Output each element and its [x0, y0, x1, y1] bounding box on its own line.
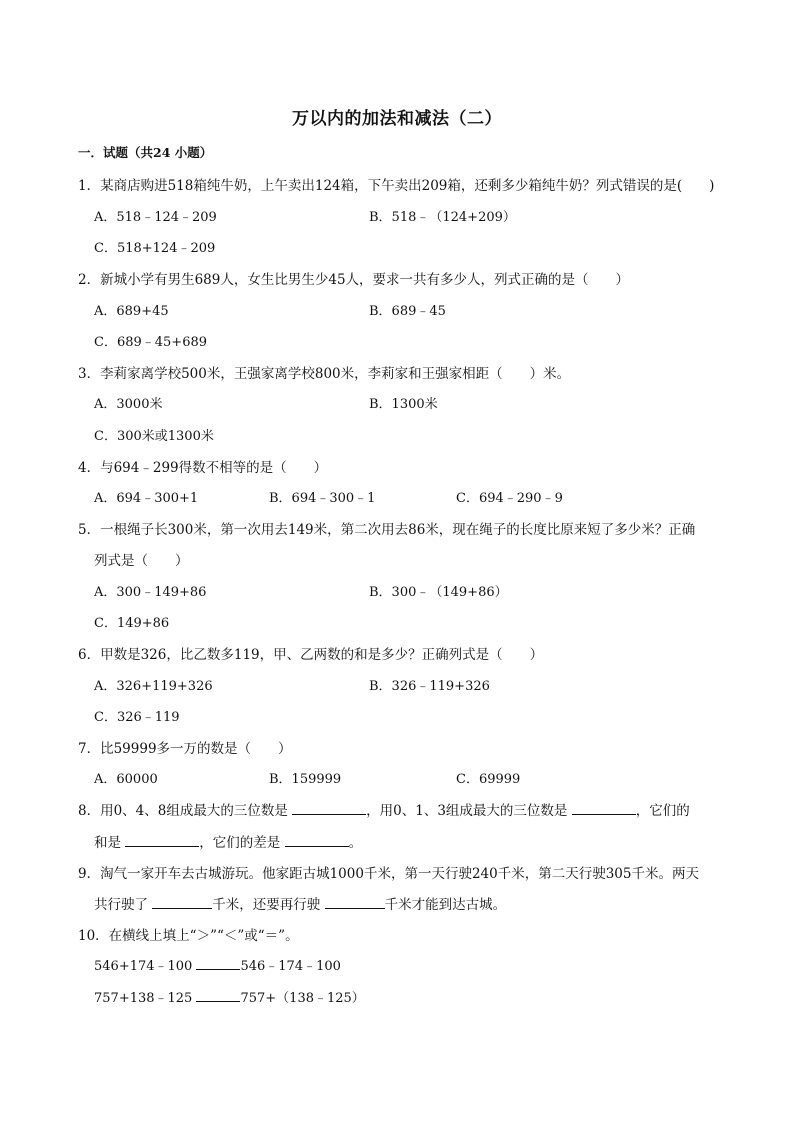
q9-text-2: 共行驶了 [94, 897, 153, 913]
q9-text-1: 9．淘气一家开车去古城游玩。他家距古城1000千米，第一天行驶240千米，第二天行驶305千米。两天 [78, 866, 699, 882]
question-5-stem: 5．一根绳子长300米，第一次用去149米，第二次用去86米，现在绳子的长度比原来短了多少米？正确 [78, 522, 696, 538]
q10-row-1-right: 546﹣174﹣100 [240, 959, 341, 974]
q6-option-b[interactable]: B．326﹣119+326 [369, 679, 490, 694]
section-heading: 一．试题（共24 小题） [78, 145, 213, 160]
q7-option-c[interactable]: C．69999 [456, 772, 521, 787]
q8-text-2: ，用0、1、3组成最大的三位数是 [366, 803, 572, 819]
q8-text-5: ，它们的差是 [199, 835, 285, 851]
q2-option-c[interactable]: C．689﹣45+689 [94, 335, 208, 350]
q1-option-b[interactable]: B．518﹣（124+209） [369, 210, 516, 225]
q2-option-a[interactable]: A．689+45 [94, 304, 169, 319]
q10-row-1 [94, 955, 341, 974]
q10-row-2-left: 757+138﹣125 [94, 991, 197, 1006]
question-9-line-1 [78, 862, 699, 882]
question-5-stem-cont: 列式是（ ） [94, 553, 189, 569]
q8-blank-3[interactable] [125, 832, 199, 847]
q3-option-c[interactable]: C．300米或1300米 [94, 429, 214, 444]
q8-blank-2[interactable] [572, 800, 636, 815]
q6-option-c[interactable]: C．326﹣119 [94, 710, 180, 725]
q8-blank-1[interactable] [292, 800, 366, 815]
question-9-line-2 [94, 893, 506, 913]
q4-option-a[interactable]: A．694﹣300+1 [94, 491, 199, 506]
question-1-stem: 1．某商店购进518箱纯牛奶，上午卖出124箱，下午卖出209箱，还剩多少箱纯牛奶？列式错误的是( ) [78, 178, 715, 194]
q9-text-4: 千米才能到达古城。 [384, 897, 507, 913]
q9-text-3: 千米，还要再行驶 [212, 897, 325, 913]
page-title: 万以内的加法和减法（二） [292, 109, 502, 129]
q2-option-b[interactable]: B．689﹣45 [369, 304, 446, 319]
q5-option-a[interactable]: A．300﹣149+86 [94, 585, 207, 600]
q8-text-6: 。 [348, 835, 363, 851]
q10-row-2 [94, 987, 365, 1006]
q8-text-4: 和是 [94, 835, 126, 851]
question-8-line-1 [78, 799, 690, 819]
q7-option-b[interactable]: B．159999 [269, 772, 342, 787]
q8-text-3: ，它们的 [635, 803, 690, 819]
q3-option-b[interactable]: B．1300米 [369, 397, 438, 412]
q10-blank-2[interactable] [196, 987, 240, 1002]
question-2-stem: 2．新城小学有男生689人，女生比男生少45人，要求一共有多少人，列式正确的是（ ） [78, 272, 630, 288]
question-8-line-2 [94, 831, 362, 851]
question-10-stem: 10．在横线上填上“＞”“＜”或“＝”。 [78, 928, 299, 944]
q1-option-a[interactable]: A．518﹣124﹣209 [94, 210, 217, 225]
q4-option-c[interactable]: C．694﹣290﹣9 [456, 491, 563, 506]
q7-option-a[interactable]: A．60000 [94, 772, 158, 787]
q9-blank-2[interactable] [325, 894, 385, 909]
q3-option-a[interactable]: A．3000米 [94, 397, 163, 412]
q10-row-2-right: 757+（138﹣125） [240, 991, 365, 1006]
q8-blank-4[interactable] [285, 832, 349, 847]
question-7-stem: 7．比59999多一万的数是（ ） [78, 741, 292, 757]
q5-option-b[interactable]: B．300﹣（149+86） [369, 585, 508, 600]
question-3-stem: 3．李莉家离学校500米，王强家离学校800米，李莉家和王强家相距（ ）米。 [78, 366, 571, 382]
q9-blank-1[interactable] [152, 894, 212, 909]
q10-blank-1[interactable] [196, 955, 240, 970]
q1-option-c[interactable]: C．518+124﹣209 [94, 241, 216, 256]
q5-option-c[interactable]: C．149+86 [94, 616, 170, 631]
q4-option-b[interactable]: B．694﹣300﹣1 [269, 491, 376, 506]
q8-text-1: 8．用0、4、8组成最大的三位数是 [78, 803, 293, 819]
question-4-stem: 4．与694﹣299得数不相等的是（ ） [78, 460, 328, 476]
q6-option-a[interactable]: A．326+119+326 [94, 679, 213, 694]
question-6-stem: 6．甲数是326，比乙数多119，甲、乙两数的和是多少？正确列式是（ ） [78, 647, 544, 663]
q10-row-1-left: 546+174﹣100 [94, 959, 197, 974]
